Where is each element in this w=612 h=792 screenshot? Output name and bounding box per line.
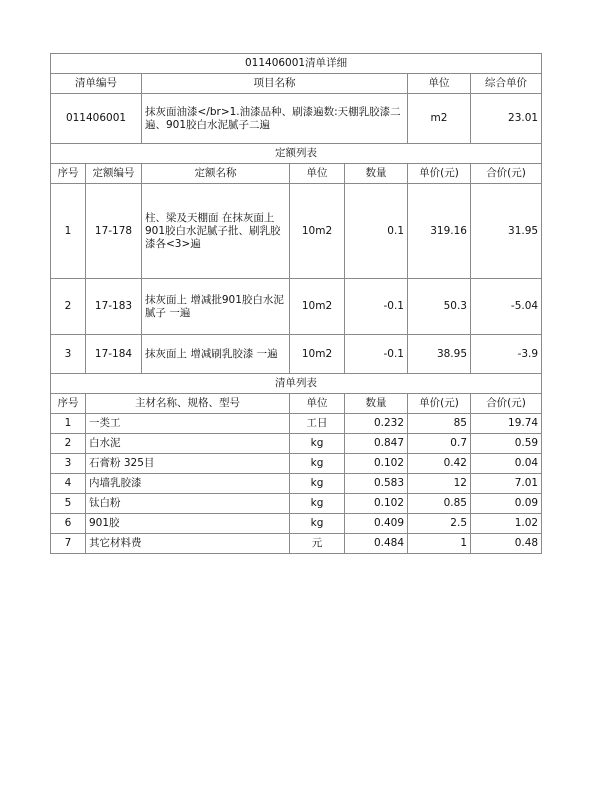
material-unit-price: 1 <box>408 534 471 554</box>
material-name-header: 主材名称、规格、型号 <box>86 394 290 414</box>
quota-seq-header: 序号 <box>51 164 86 184</box>
material-total: 0.59 <box>471 434 542 454</box>
material-section-title: 清单列表 <box>51 374 542 394</box>
quota-total: -3.9 <box>471 335 542 374</box>
material-total: 0.09 <box>471 494 542 514</box>
material-unit-price: 0.7 <box>408 434 471 454</box>
material-row <box>51 534 542 554</box>
material-qty: 0.583 <box>345 474 408 494</box>
material-row <box>51 454 542 474</box>
material-unit-price-header: 单价(元) <box>408 394 471 414</box>
material-name: 一类工 <box>86 414 290 434</box>
list-code-header: 清单编号 <box>51 74 142 94</box>
sheet-title: 011406001清单详细 <box>51 54 542 74</box>
quota-qty-header: 数量 <box>345 164 408 184</box>
material-name: 901胶 <box>86 514 290 534</box>
quota-unit-header: 单位 <box>290 164 345 184</box>
material-total-header: 合价(元) <box>471 394 542 414</box>
material-unit: kg <box>290 494 345 514</box>
quota-row <box>51 279 542 335</box>
material-unit: kg <box>290 454 345 474</box>
material-total: 0.04 <box>471 454 542 474</box>
quota-section-title: 定额列表 <box>51 144 542 164</box>
material-unit-price: 0.42 <box>408 454 471 474</box>
material-unit-price: 12 <box>408 474 471 494</box>
material-qty: 0.232 <box>345 414 408 434</box>
material-name: 石膏粉 325目 <box>86 454 290 474</box>
material-total: 1.02 <box>471 514 542 534</box>
quota-name: 柱、梁及天棚面 在抹灰面上 901胶白水泥腻子批、刷乳胶漆各<3>遍 <box>142 184 290 279</box>
material-name: 钛白粉 <box>86 494 290 514</box>
list-price-header: 综合单价 <box>471 74 542 94</box>
material-row <box>51 434 542 454</box>
material-unit: kg <box>290 514 345 534</box>
material-total: 0.48 <box>471 534 542 554</box>
bill-detail-table <box>50 53 542 554</box>
quota-unit-price: 38.95 <box>408 335 471 374</box>
list-unit: m2 <box>408 94 471 144</box>
material-qty: 0.847 <box>345 434 408 454</box>
list-unit-header: 单位 <box>408 74 471 94</box>
quota-name-header: 定额名称 <box>142 164 290 184</box>
list-name-header: 项目名称 <box>142 74 408 94</box>
material-total: 7.01 <box>471 474 542 494</box>
material-qty: 0.484 <box>345 534 408 554</box>
quota-row <box>51 335 542 374</box>
quota-unit-price: 50.3 <box>408 279 471 335</box>
list-price: 23.01 <box>471 94 542 144</box>
material-unit: 元 <box>290 534 345 554</box>
quota-unit-price-header: 单价(元) <box>408 164 471 184</box>
list-code: 011406001 <box>51 94 142 144</box>
material-seq: 1 <box>51 414 86 434</box>
quota-code: 17-183 <box>86 279 142 335</box>
quota-total: 31.95 <box>471 184 542 279</box>
material-unit: kg <box>290 434 345 454</box>
quota-unit-price: 319.16 <box>408 184 471 279</box>
material-seq: 6 <box>51 514 86 534</box>
material-seq: 2 <box>51 434 86 454</box>
quota-qty: 0.1 <box>345 184 408 279</box>
quota-name: 抹灰面上 增减批901胶白水泥腻子 一遍 <box>142 279 290 335</box>
quota-code-header: 定额编号 <box>86 164 142 184</box>
material-name: 其它材料费 <box>86 534 290 554</box>
material-name: 内墙乳胶漆 <box>86 474 290 494</box>
material-unit-price: 0.85 <box>408 494 471 514</box>
material-row <box>51 474 542 494</box>
material-total: 19.74 <box>471 414 542 434</box>
material-unit-price: 2.5 <box>408 514 471 534</box>
quota-total: -5.04 <box>471 279 542 335</box>
material-unit-price: 85 <box>408 414 471 434</box>
list-name: 抹灰面油漆</br>1.油漆品种、刷漆遍数:天棚乳胶漆二遍、901胶白水泥腻子二遍 <box>142 94 408 144</box>
quota-unit: 10m2 <box>290 335 345 374</box>
material-seq: 4 <box>51 474 86 494</box>
quota-unit: 10m2 <box>290 279 345 335</box>
quota-total-header: 合价(元) <box>471 164 542 184</box>
material-name: 白水泥 <box>86 434 290 454</box>
quota-seq: 3 <box>51 335 86 374</box>
material-row <box>51 494 542 514</box>
material-row <box>51 414 542 434</box>
material-unit-header: 单位 <box>290 394 345 414</box>
quota-seq: 2 <box>51 279 86 335</box>
material-unit: 工日 <box>290 414 345 434</box>
quota-row <box>51 184 542 279</box>
material-seq: 5 <box>51 494 86 514</box>
quota-seq: 1 <box>51 184 86 279</box>
material-row <box>51 514 542 534</box>
material-qty: 0.409 <box>345 514 408 534</box>
material-seq-header: 序号 <box>51 394 86 414</box>
material-seq: 3 <box>51 454 86 474</box>
quota-code: 17-178 <box>86 184 142 279</box>
material-qty: 0.102 <box>345 454 408 474</box>
material-qty: 0.102 <box>345 494 408 514</box>
material-unit: kg <box>290 474 345 494</box>
material-qty-header: 数量 <box>345 394 408 414</box>
quota-qty: -0.1 <box>345 335 408 374</box>
quota-qty: -0.1 <box>345 279 408 335</box>
quota-name: 抹灰面上 增减刷乳胶漆 一遍 <box>142 335 290 374</box>
material-seq: 7 <box>51 534 86 554</box>
quota-unit: 10m2 <box>290 184 345 279</box>
quota-code: 17-184 <box>86 335 142 374</box>
